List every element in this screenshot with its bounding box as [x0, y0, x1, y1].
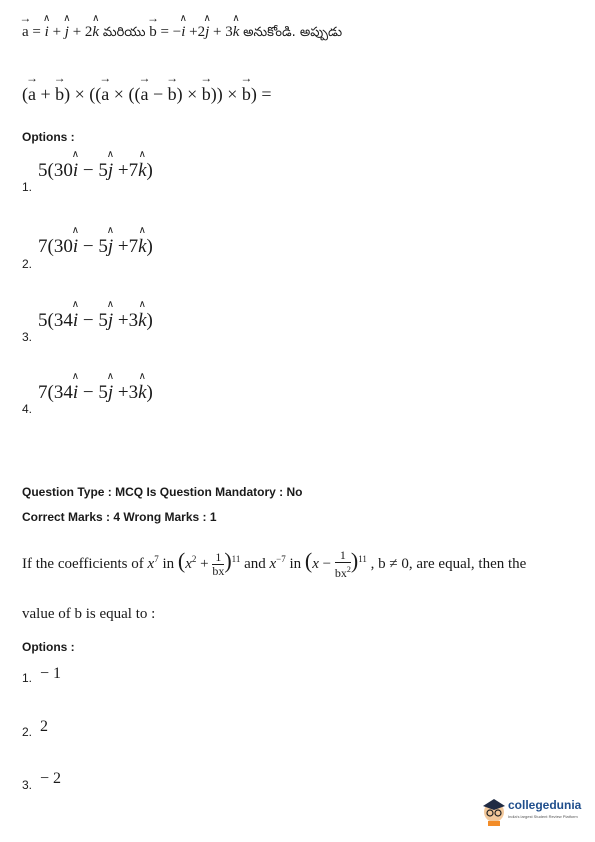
option-value[interactable]: 2	[40, 718, 48, 735]
marks-line: Correct Marks : 4 Wrong Marks : 1	[22, 510, 217, 524]
option-number: 2.	[22, 257, 33, 271]
telugu-suffix: అనుకోండి. అప్పుడు	[243, 25, 343, 40]
question2-text: If the coefficients of $x^7$ in ($x^2$ + $\frac{1}{bx}$ )$^{11}$ and $x^{-7}$ in (x − $\frac{1}{bx^2}$ )$^{11}$ , b ≠ 0, are equal, then the	[22, 548, 527, 581]
options-label: Options :	[22, 640, 75, 654]
options-label: Options :	[22, 130, 75, 144]
logo-tagline: India's largest Student Review Platform	[508, 814, 578, 819]
option-value[interactable]: − 1	[40, 665, 62, 682]
option-expression[interactable]: 7(30∧ i − 5∧ j +7∧ k)	[38, 236, 153, 258]
option-number: 2.	[22, 725, 33, 739]
option-number: 3.	[22, 778, 33, 792]
telugu-and: మరియు	[102, 25, 146, 40]
vector-b: → b	[149, 24, 157, 41]
question-type-line: Question Type : MCQ Is Question Mandatory : No	[22, 485, 303, 499]
option-number: 1.	[22, 671, 33, 685]
mascot-icon	[480, 796, 508, 826]
option-expression[interactable]: 7(34∧ i − 5∧ j +3∧ k)	[38, 382, 153, 404]
vector-a: → a	[22, 24, 29, 41]
question1-expression: (→ a + → b) × ((→ a × ((→ a − → b) × → b)) × → b) =	[22, 84, 272, 105]
logo-name: collegedunia	[508, 798, 582, 812]
option-expression[interactable]: 5(30∧ i − 5∧ j +7∧ k)	[38, 160, 153, 182]
collegedunia-logo	[480, 794, 590, 828]
option-number: 4.	[22, 402, 33, 416]
question1-given: → a = ∧ i + ∧ j + 2∧ k మరియు → b = −∧ i +2∧ j + 3∧ k అనుకోండి. అప్పుడు	[22, 24, 342, 43]
option-expression[interactable]: 5(34∧ i − 5∧ j +3∧ k)	[38, 310, 153, 332]
option-number: 1.	[22, 180, 33, 194]
question2-text-line2: value of b is equal to :	[22, 606, 156, 622]
option-value[interactable]: − 2	[40, 770, 62, 787]
option-number: 3.	[22, 330, 33, 344]
